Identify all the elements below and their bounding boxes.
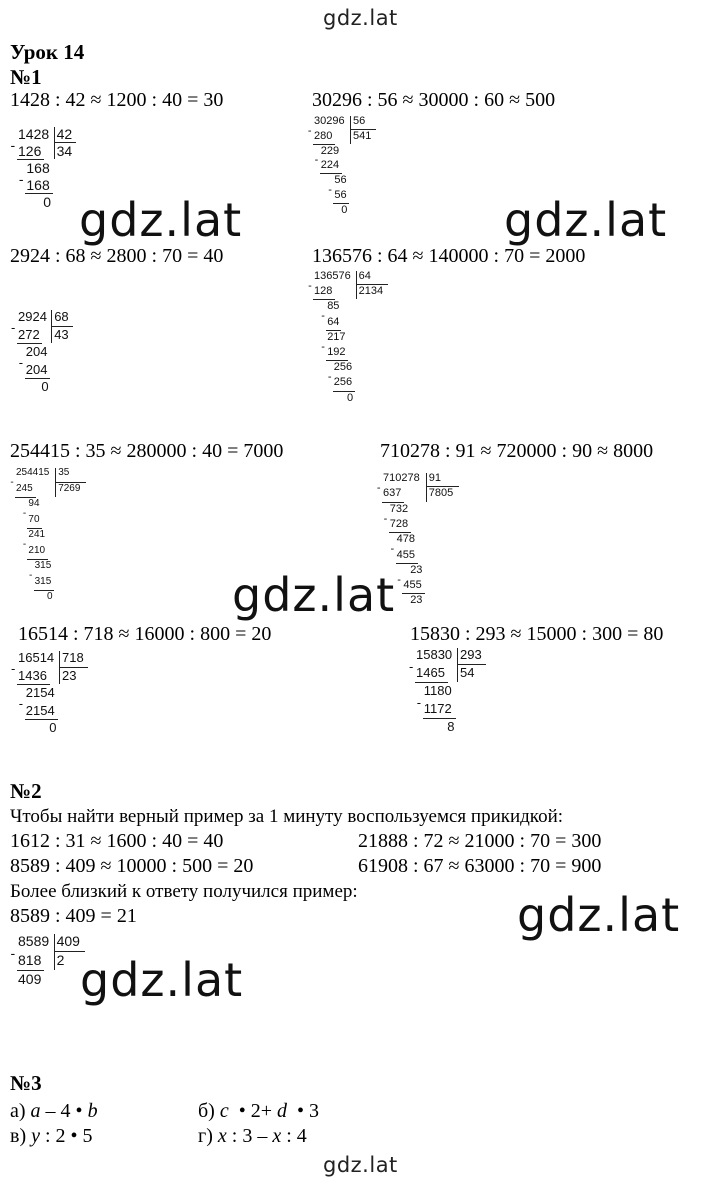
partial-product: 280 — [314, 129, 333, 142]
quotient: 541 — [353, 129, 372, 142]
watermark: gdz.lat — [517, 888, 681, 942]
divisor: 718 — [62, 650, 84, 665]
quotient: 23 — [62, 667, 77, 683]
estimate-equation: 2924 : 68 ≈ 2800 : 70 = 40 — [10, 245, 224, 267]
quotient: 54 — [460, 665, 475, 680]
dividend: 254415 — [16, 467, 50, 478]
partial-product: 1436 — [18, 667, 47, 683]
expression-item: а) a – 4 • b — [10, 1100, 98, 1122]
minus-sign: - — [307, 124, 312, 137]
task2-title: №2 — [10, 779, 42, 803]
minus-sign: - — [383, 512, 388, 525]
partial-product: 455 — [403, 579, 422, 592]
minus-sign: - — [308, 279, 312, 292]
division-bar — [356, 271, 357, 299]
remainder: 0 — [49, 720, 57, 735]
minus-sign: - — [10, 945, 16, 962]
division-bar — [350, 116, 351, 144]
quotient: 2 — [56, 952, 65, 969]
division-bar — [51, 310, 52, 343]
remainder: 0 — [41, 379, 49, 394]
partial-remainder: 241 — [28, 529, 46, 540]
estimate-equation: 136576 : 64 ≈ 140000 : 70 = 2000 — [312, 245, 586, 267]
minus-sign: - — [321, 310, 325, 323]
minus-sign: - — [408, 658, 414, 674]
partial-product: 455 — [396, 548, 415, 561]
minus-sign: - — [18, 696, 24, 712]
estimate-equation: 1612 : 31 ≈ 1600 : 40 = 40 — [10, 830, 224, 852]
dividend: 8589 — [18, 933, 50, 949]
partial-product: 168 — [26, 177, 50, 193]
quotient: 34 — [56, 143, 73, 159]
divisor: 35 — [58, 467, 70, 478]
partial-product: 1465 — [416, 665, 445, 680]
quotient: 7805 — [428, 487, 454, 500]
partial-product: 224 — [320, 159, 340, 172]
minus-sign: - — [390, 543, 395, 556]
minus-sign: - — [376, 481, 381, 494]
partial-product: 70 — [28, 513, 40, 525]
partial-remainder: 256 — [333, 361, 353, 374]
remainder: 0 — [347, 391, 354, 404]
partial-product: 818 — [18, 952, 42, 969]
minus-sign: - — [10, 320, 16, 336]
minus-sign: - — [18, 171, 24, 188]
estimate-equation: 1428 : 42 ≈ 1200 : 40 = 30 — [10, 89, 224, 111]
partial-remainder: 732 — [389, 502, 409, 515]
site-footer: gdz.lat — [323, 1153, 398, 1177]
minus-sign: - — [314, 154, 319, 167]
minus-sign: - — [10, 137, 16, 154]
minus-sign: - — [327, 371, 332, 384]
expression-item: б) c • 2+ d • 3 — [198, 1100, 320, 1122]
partial-product: 126 — [18, 143, 42, 159]
minus-sign: - — [416, 694, 422, 710]
partial-product: 128 — [314, 285, 333, 298]
lesson-title: Урок 14 — [10, 40, 85, 64]
partial-remainder: 2154 — [25, 685, 55, 700]
partial-remainder: 1180 — [423, 683, 452, 698]
partial-product: 210 — [28, 544, 46, 556]
dividend: 710278 — [383, 472, 420, 484]
dividend: 16514 — [18, 650, 55, 665]
divisor: 68 — [54, 309, 69, 324]
partial-product: 245 — [16, 482, 33, 494]
partial-product: 256 — [333, 376, 353, 389]
task2-answer: 8589 : 409 = 21 — [10, 905, 137, 927]
estimate-equation: 61908 : 67 ≈ 63000 : 70 = 900 — [358, 855, 602, 877]
watermark: gdz.lat — [232, 568, 396, 622]
minus-sign: - — [328, 183, 332, 196]
divisor: 293 — [460, 647, 482, 662]
remainder: 409 — [18, 971, 42, 988]
partial-remainder: 94 — [28, 498, 40, 509]
site-header: gdz.lat — [323, 6, 398, 30]
estimate-equation: 15830 : 293 ≈ 15000 : 300 = 80 — [410, 623, 664, 645]
watermark: gdz.lat — [79, 193, 243, 247]
partial-remainder: 229 — [320, 144, 340, 157]
partial-product: 272 — [18, 326, 40, 342]
task3-title: №3 — [10, 1071, 42, 1095]
partial-product: 728 — [389, 517, 409, 530]
partial-remainder: 478 — [396, 533, 415, 546]
expression-item: г) x : 3 – x : 4 — [198, 1125, 307, 1147]
estimate-equation: 21888 : 72 ≈ 21000 : 70 = 300 — [358, 830, 602, 852]
division-bar — [426, 473, 427, 502]
minus-sign: - — [22, 539, 27, 551]
dividend: 1428 — [18, 126, 50, 142]
quotient: 2134 — [358, 285, 384, 298]
division-bar — [54, 934, 55, 970]
quotient: 7269 — [58, 482, 81, 494]
partial-remainder: 56 — [334, 174, 347, 187]
partial-remainder: 204 — [25, 344, 48, 359]
partial-remainder: 217 — [327, 330, 346, 343]
divisor: 64 — [358, 270, 371, 282]
estimate-equation: 254415 : 35 ≈ 280000 : 40 = 7000 — [10, 440, 284, 462]
partial-remainder: 23 — [410, 563, 423, 576]
divisor: 56 — [353, 115, 366, 127]
estimate-equation: 710278 : 91 ≈ 720000 : 90 ≈ 8000 — [380, 440, 654, 462]
partial-remainder: 85 — [327, 300, 340, 313]
divisor: 42 — [56, 126, 73, 142]
minus-sign: - — [22, 508, 27, 520]
remainder: 23 — [410, 594, 423, 607]
remainder: 0 — [47, 591, 53, 602]
partial-remainder: 315 — [34, 560, 52, 571]
minus-sign: - — [29, 570, 33, 582]
partial-product: 56 — [334, 189, 347, 201]
quotient: 43 — [54, 326, 69, 342]
partial-product: 192 — [327, 346, 346, 358]
task1-title: №1 — [10, 65, 42, 89]
estimate-equation: 16514 : 718 ≈ 16000 : 800 = 20 — [18, 623, 272, 645]
watermark: gdz.lat — [504, 193, 668, 247]
dividend: 15830 — [416, 647, 453, 662]
task2-conclusion: Более близкий к ответу получился пример: — [10, 881, 358, 902]
expression-item: в) y : 2 • 5 — [10, 1125, 93, 1147]
minus-sign: - — [10, 477, 14, 489]
estimate-equation: 30296 : 56 ≈ 30000 : 60 ≈ 500 — [312, 89, 556, 111]
minus-sign: - — [321, 340, 325, 353]
minus-sign: - — [10, 661, 16, 677]
divisor: 91 — [428, 472, 442, 484]
partial-remainder: 168 — [26, 160, 50, 176]
dividend: 30296 — [314, 115, 345, 127]
partial-product: 637 — [383, 487, 402, 500]
remainder: 0 — [341, 203, 348, 216]
watermark: gdz.lat — [80, 953, 244, 1007]
division-bar — [54, 127, 55, 159]
partial-product: 64 — [327, 315, 340, 328]
dividend: 136576 — [314, 270, 351, 282]
divisor: 409 — [56, 933, 80, 949]
estimate-equation: 8589 : 409 ≈ 10000 : 500 = 20 — [10, 855, 254, 877]
division-bar — [59, 651, 60, 684]
partial-product: 315 — [34, 575, 52, 587]
dividend: 2924 — [18, 309, 47, 324]
partial-product: 204 — [25, 361, 48, 377]
minus-sign: - — [18, 355, 24, 371]
task2-intro: Чтобы найти верный пример за 1 минуту воспользуемся прикидкой: — [10, 806, 564, 827]
remainder: 8 — [447, 719, 455, 734]
minus-sign: - — [397, 573, 401, 586]
remainder: 0 — [43, 194, 51, 210]
division-bar — [55, 468, 56, 497]
partial-product: 2154 — [25, 702, 55, 718]
partial-product: 1172 — [423, 701, 452, 716]
division-bar — [457, 648, 458, 682]
